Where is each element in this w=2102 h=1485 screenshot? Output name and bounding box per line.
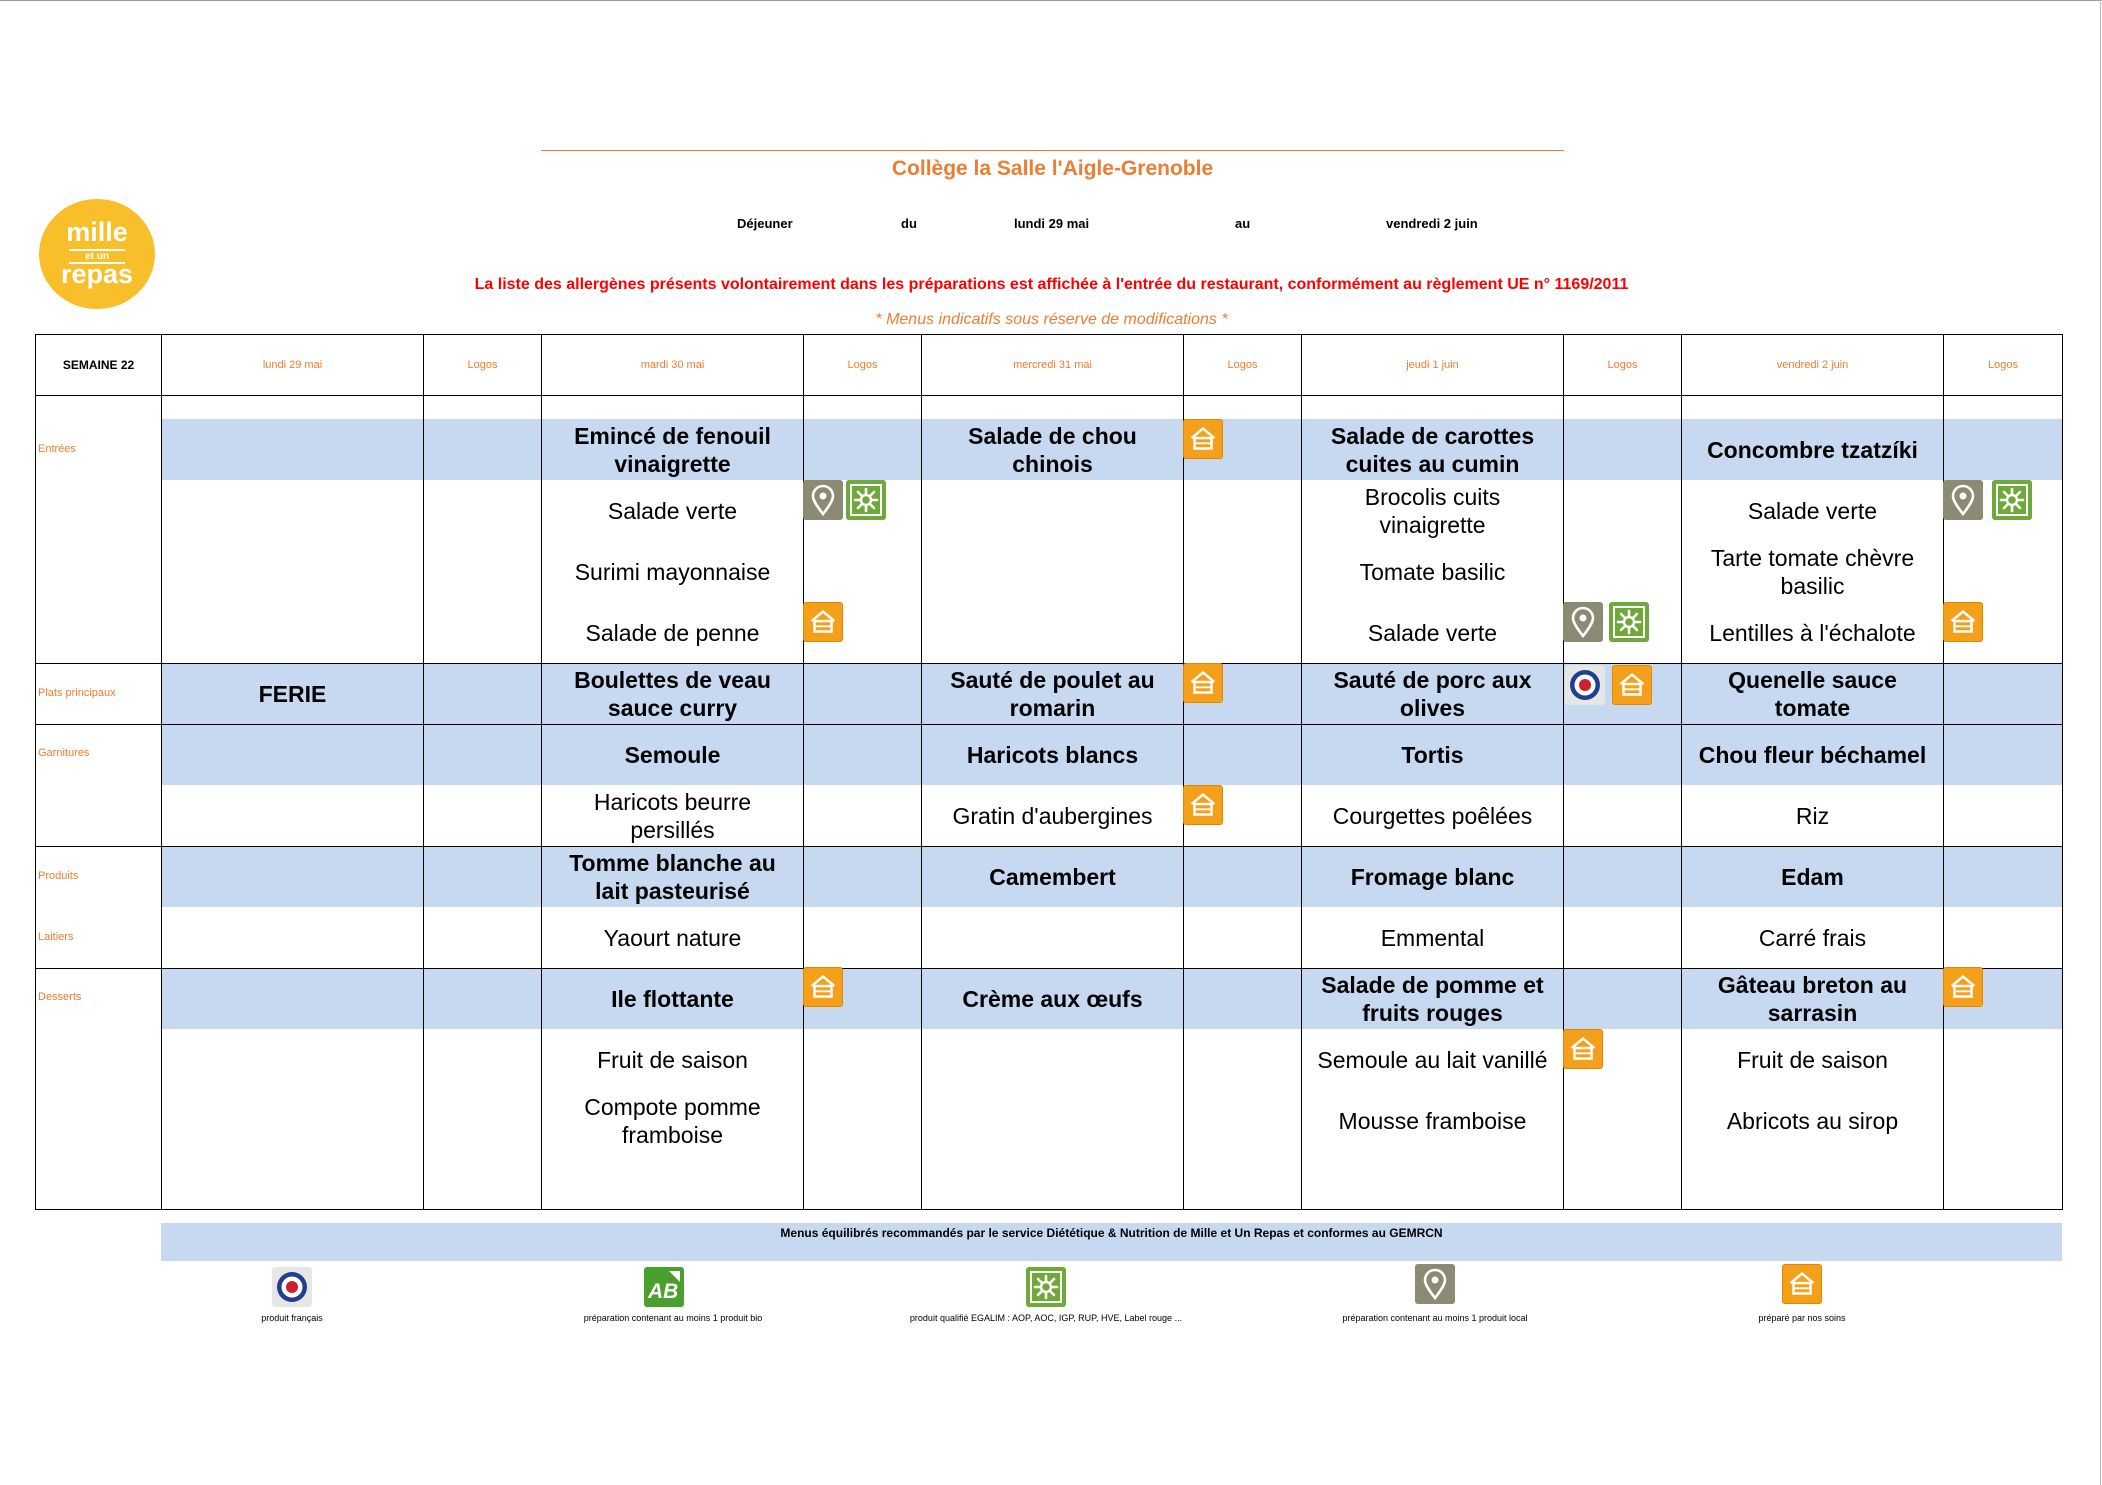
dish-cell: Semoule — [624, 742, 721, 768]
homemade-icon — [1943, 602, 1983, 642]
dish-cell: Edam — [1781, 864, 1844, 890]
category-entrees: Entrées — [38, 443, 76, 455]
dish-cell: Riz — [1795, 803, 1830, 829]
dish-cell: Mousse framboise — [1338, 1108, 1527, 1134]
day-header-friday: vendredi 2 juin — [1776, 359, 1849, 371]
page-frame-right — [2100, 0, 2101, 1485]
dish-cell: Tortis — [1401, 742, 1464, 768]
header-row-divider — [35, 395, 2063, 396]
french-product-icon — [1565, 665, 1605, 705]
dish-cell: Sauté de porc aux olives — [1333, 667, 1532, 721]
dish-cell: Brocolis cuits vinaigrette — [1364, 484, 1501, 538]
col-divider — [1943, 334, 1944, 1210]
dish-cell: Yaourt nature — [603, 925, 742, 951]
footer-banner: Menus équilibrés recommandés par le service Diététique & Nutrition de Mille et Un Repas et conformes au GEMRCN — [161, 1223, 2062, 1261]
homemade-icon — [1943, 967, 1983, 1007]
col-divider — [921, 334, 922, 1210]
col-divider — [803, 334, 804, 1210]
french-product-icon — [272, 1267, 312, 1307]
dish-cell: Salade de penne — [585, 620, 760, 646]
logo-line-2: et un — [69, 249, 125, 264]
egalim-quality-icon — [1609, 602, 1649, 642]
logo-line-1: mille — [66, 217, 128, 247]
day-header-thursday: jeudi 1 juin — [1406, 359, 1459, 371]
dish-cell: Ile flottante — [611, 986, 734, 1012]
svg-text:AB: AB — [648, 1280, 679, 1303]
col-divider — [1563, 334, 1564, 1210]
logos-header: Logos — [847, 359, 878, 371]
local-product-icon — [803, 480, 843, 520]
dish-cell: Salade verte — [1747, 498, 1878, 524]
dish-cell: Salade verte — [607, 498, 738, 524]
dish-cell: Fruit de saison — [597, 1047, 748, 1073]
legend-label: préparation contenant au moins 1 produit bio — [583, 1313, 763, 1323]
logos-header: Logos — [1988, 359, 2018, 371]
logo-line-3: repas — [60, 259, 134, 289]
homemade-icon — [1183, 785, 1223, 825]
col-divider — [423, 334, 424, 1210]
dish-cell: Fruit de saison — [1737, 1047, 1888, 1073]
dish-cell: Quenelle sauce tomate — [1728, 667, 1897, 721]
egalim-quality-icon — [1992, 480, 2032, 520]
homemade-icon — [803, 602, 843, 642]
dish-cell: FERIE — [258, 681, 327, 707]
category-garnitures: Garnitures — [38, 747, 90, 759]
egalim-quality-icon — [1026, 1267, 1066, 1307]
organic-ab-icon — [644, 1267, 684, 1307]
dish-cell: Salade de chou chinois — [968, 422, 1137, 477]
dish-cell: Salade de pomme et fruits rouges — [1321, 972, 1544, 1026]
homemade-icon — [1183, 419, 1223, 459]
dish-cell: Haricots blancs — [966, 742, 1139, 768]
table-border-right — [2062, 334, 2063, 1210]
table-border-left — [35, 334, 36, 1210]
to-label: au — [1235, 216, 1251, 231]
end-date: vendredi 2 juin — [1386, 216, 1478, 231]
local-product-icon — [1563, 602, 1603, 642]
legend-label: préparé par nos soins — [1758, 1313, 1846, 1323]
dish-cell: Surimi mayonnaise — [574, 559, 771, 585]
from-label: du — [901, 216, 917, 231]
meal-label: Déjeuner — [737, 216, 793, 231]
dish-cell: Tarte tomate chèvre basilic — [1710, 545, 1915, 599]
col-divider — [161, 334, 162, 1210]
col-divider — [1183, 334, 1184, 1210]
local-product-icon — [1415, 1264, 1455, 1304]
start-date: lundi 29 mai — [1014, 216, 1090, 231]
dish-cell: Lentilles à l'échalote — [1709, 620, 1916, 646]
dish-cell: Boulettes de veau sauce curry — [574, 667, 771, 721]
legend-label: produit qualifié EGALIM : AOP, AOC, IGP, RUP, HVE, Label rouge ... — [909, 1313, 1183, 1323]
logos-header: Logos — [1227, 359, 1258, 371]
dish-cell: Chou fleur béchamel — [1698, 742, 1927, 768]
week-label: SEMAINE 22 — [62, 358, 135, 372]
dish-cell: Crème aux œufs — [962, 986, 1143, 1012]
table-border-bottom — [35, 1209, 2063, 1210]
dish-cell: Abricots au sirop — [1726, 1108, 1899, 1134]
dish-cell: Semoule au lait vanillé — [1317, 1047, 1548, 1073]
homemade-icon — [803, 967, 843, 1007]
legend-label: préparation contenant au moins 1 produit local — [1342, 1313, 1528, 1323]
page-frame-top — [0, 0, 2102, 1]
category-plats: Plats principaux — [38, 687, 116, 699]
homemade-icon — [1612, 665, 1652, 705]
dish-cell: Camembert — [989, 864, 1116, 890]
mille-et-un-repas-logo — [39, 199, 155, 309]
dish-cell: Tomate basilic — [1359, 559, 1506, 585]
day-header-wednesday: mercredi 31 mai — [1013, 359, 1092, 371]
dish-cell: Courgettes poêlées — [1332, 803, 1533, 829]
local-product-icon — [1943, 480, 1983, 520]
dish-cell: Salade de carottes cuites au cumin — [1330, 422, 1535, 477]
category-produits: Produits — [38, 870, 79, 882]
dish-cell: Carré frais — [1758, 925, 1867, 951]
dish-cell: Tomme blanche au lait pasteurisé — [569, 850, 776, 904]
menu-disclaimer: * Menus indicatifs sous réserve de modifications * — [875, 311, 1228, 328]
dish-cell: Gâteau breton au sarrasin — [1717, 972, 1908, 1026]
title-rule — [541, 150, 1564, 151]
dish-cell: Haricots beurre persillés — [593, 789, 752, 843]
day-header-tuesday: mardi 30 mai — [640, 359, 705, 371]
dish-cell: Gratin d'aubergines — [952, 803, 1153, 829]
homemade-icon — [1782, 1264, 1822, 1304]
allergen-notice: La liste des allergènes présents volontairement dans les préparations est affichée à l'entrée du restaurant, conformément au règlement UE n° 1169/2011 — [474, 276, 1629, 293]
homemade-icon — [1563, 1029, 1603, 1069]
dish-cell: Concombre tzatzíki — [1707, 436, 1918, 463]
logos-header: Logos — [1607, 359, 1638, 371]
egalim-quality-icon — [846, 480, 886, 520]
dish-cell: Fromage blanc — [1350, 864, 1515, 890]
dish-cell: Salade verte — [1367, 620, 1498, 646]
category-laitiers: Laitiers — [38, 931, 74, 943]
col-divider — [541, 334, 542, 1210]
logos-header: Logos — [467, 359, 498, 371]
dish-cell: Compote pomme framboise — [584, 1094, 761, 1148]
dish-cell: Sauté de poulet au romarin — [950, 667, 1155, 721]
category-desserts: Desserts — [38, 991, 82, 1003]
dish-cell: Emmental — [1380, 925, 1485, 951]
homemade-icon — [1183, 663, 1223, 703]
day-header-monday: lundi 29 mai — [262, 359, 323, 371]
legend-label: produit français — [261, 1313, 323, 1323]
page-title: Collège la Salle l'Aigle-Grenoble — [891, 157, 1214, 180]
dish-cell: Emincé de fenouil vinaigrette — [574, 422, 771, 477]
